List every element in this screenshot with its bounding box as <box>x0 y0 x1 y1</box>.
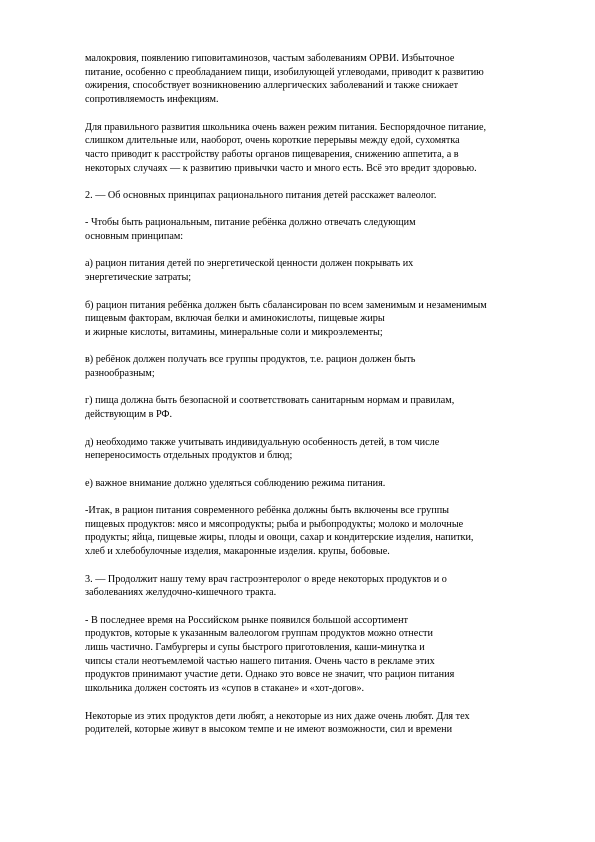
list-item-d: д) необходимо также учитывать индивидуальную особенность детей, в том числе непереносимость отдельных продуктов и блюд; <box>85 436 440 462</box>
paragraph-section-3-intro: 3. — Продолжит нашу тему врач гастроэнтеролог о вреде некоторых продуктов и о заболеваниях желудочно-кишечного тракта. <box>85 573 447 599</box>
document-page <box>85 52 525 751</box>
list-item-e: е) важное внимание должно уделяться соблюдению режима питания. <box>85 477 386 489</box>
paragraph-children-like: Некоторые из этих продуктов дети любят, а некоторые из них даже очень любят. Для тех родителей, которые живут в высоком темпе и не имеют возможности, сил и времени <box>85 710 470 736</box>
paragraph-principles-intro: - Чтобы быть рациональным, питание ребёнка должно отвечать следующим основным принципам: <box>85 217 416 243</box>
list-item-a: а) рацион питания детей по энергетической ценности должен покрывать их энергетические затраты; <box>85 258 414 284</box>
paragraph-fast-food: - В последнее время на Российском рынке появился большой ассортимент продуктов, которые к указанным валеологом группам продуктов можно отнести лишь частично. Гамбургеры и супы быстрого приготовления, каши-минутка и чипсы стали неотъемлемой частью нашего питания. Очень часто в рекламе этих продуктов принимают участие дети. Однако это вовсе не значит, что рацион питания школьника должен состоять из «супов в стакане» и «хот-догов». <box>85 614 455 695</box>
list-item-v: в) ребёнок должен получать все группы продуктов, т.е. рацион должен быть разнообразным; <box>85 354 416 380</box>
paragraph-meal-schedule: Для правильного развития школьника очень важен режим питания. Беспорядочное питание, слишком длительные или, наоборот, очень короткие перерывы между едой, сухомятка часто приводит к расстройству работы органов пищеварения, снижению аппетита, а в некоторых случаях — к развитию привычки часто и много есть. Всё это вредит здоровью. <box>85 121 487 174</box>
paragraph-section-2-intro: 2. — Об основных принципах рационального питания детей расскажет валеолог. <box>85 190 437 201</box>
list-item-g: г) пища должна быть безопасной и соответствовать санитарным нормам и правилам, действующим в РФ. <box>85 395 455 421</box>
list-item-b: б) рацион питания ребёнка должен быть сбалансирован по всем заменимым и незаменимым пищевым факторам, включая белки и аминокислоты, пищевые жиры и жирные кислоты, витамины, минеральные соли и микроэлементы; <box>85 299 487 338</box>
paragraph-food-groups: -Итак, в рацион питания современного ребёнка должны быть включены все группы пищевых продуктов: мясо и мясопродукты; рыба и рыбопродукты; молоко и молочные продукты; яйца, пищевые жиры, плоды и овощи, сахар и кондитерские изделия, напитки, хлеб и хлебобулочные изделия, макаронные изделия. крупы, бобовые. <box>85 505 474 558</box>
paragraph-nutrition-consequences: малокровия, появлению гиповитаминозов, частым заболеваниям ОРВИ. Избыточное питание, особенно с преобладанием пищи, изобилующей углеводами, приводит к развитию ожирения, способствует возникновению аллергических заболеваний и также снижает сопротивляемость инфекциям. <box>85 53 484 106</box>
